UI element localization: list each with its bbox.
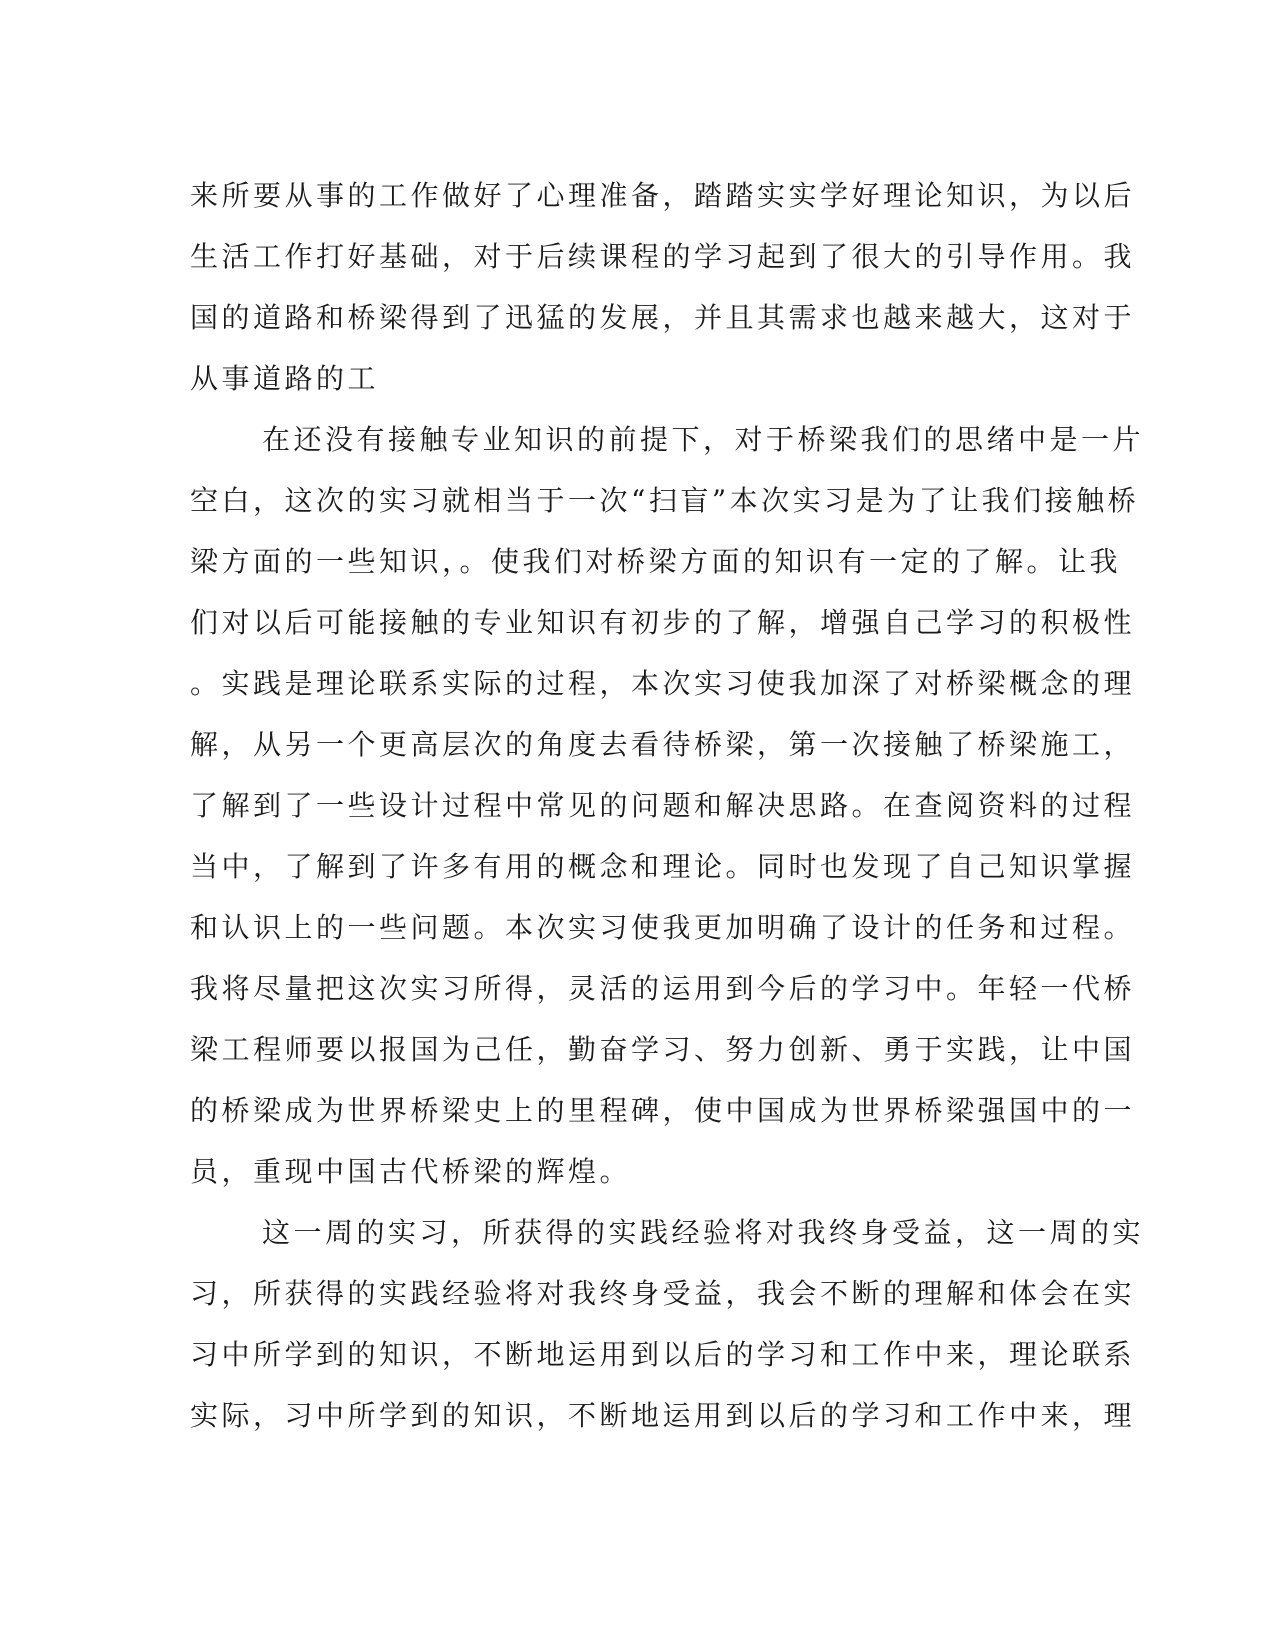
text-line: 在还没有接触专业知识的前提下，对于桥梁我们的思绪中是一片: [262, 423, 1145, 456]
text-line: 了解到了一些设计过程中常见的问题和解决思路。在查阅资料的过程: [190, 789, 1136, 822]
text-line: 习中所学到的知识，不断地运用到以后的学习和工作中来，理论联系: [190, 1338, 1136, 1371]
text-line: 空白，这次的实习就相当于一次“扫盲”本次实习是为了让我们接触桥: [190, 484, 1140, 517]
text-line: 们对以后可能接触的专业知识有初步的了解，增强自己学习的积极性: [190, 606, 1136, 639]
text-line: 这一周的实习，所获得的实践经验将对我终身受益，这一周的实: [262, 1216, 1145, 1249]
text-line: 。实践是理论联系实际的过程，本次实习使我加深了对桥梁概念的理: [190, 667, 1136, 700]
text-line: 实际，习中所学到的知识，不断地运用到以后的学习和工作中来，理: [190, 1399, 1136, 1432]
text-line: 生活工作打好基础，对于后续课程的学习起到了很大的引导作用。我: [190, 240, 1136, 273]
text-line: 梁工程师要以报国为己任，勤奋学习、努力创新、勇于实践，让中国: [190, 1033, 1136, 1066]
text-line: 习，所获得的实践经验将对我终身受益，我会不断的理解和体会在实: [190, 1277, 1136, 1310]
text-line: 梁方面的一些知识，。使我们对桥梁方面的知识有一定的了解。让我: [190, 545, 1122, 578]
text-line: 来所要从事的工作做好了心理准备，踏踏实实学好理论知识，为以后: [190, 179, 1136, 212]
text-line: 员，重现中国古代桥梁的辉煌。: [190, 1155, 632, 1188]
body-text: [190, 165, 1145, 1446]
text-line: 和认识上的一些问题。本次实习使我更加明确了设计的任务和过程。: [190, 911, 1136, 944]
paragraph-2: [190, 409, 1145, 1202]
text-line: 解，从另一个更高层次的角度去看待桥梁，第一次接触了桥梁施工，: [190, 728, 1136, 761]
text-line: 的桥梁成为世界桥梁史上的里程碑，使中国成为世界桥梁强国中的一: [190, 1094, 1136, 1127]
text-line: 当中，了解到了许多有用的概念和理论。同时也发现了自己知识掌握: [190, 850, 1136, 883]
paragraph-3: [190, 1202, 1145, 1446]
text-line: 我将尽量把这次实习所得，灵活的运用到今后的学习中。年轻一代桥: [190, 972, 1136, 1005]
paragraph-1: [190, 165, 1136, 409]
text-line: 从事道路的工: [190, 362, 380, 395]
text-line: 国的道路和桥梁得到了迅猛的发展，并且其需求也越来越大，这对于: [190, 301, 1136, 334]
